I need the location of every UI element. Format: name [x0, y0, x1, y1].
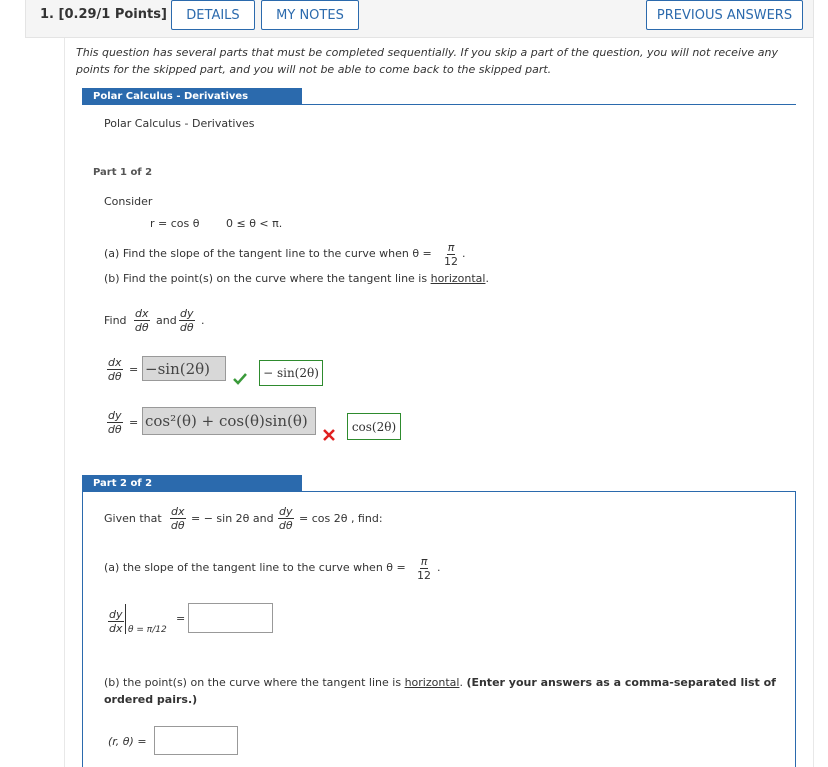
equals-sign: =: [129, 363, 139, 376]
dy-dtheta-fraction-given: $\frac{dy}{d\theta}$: [278, 505, 293, 532]
dy-dtheta-correct-answer: cos(2θ): [347, 413, 401, 440]
section-title-bar: Polar Calculus - Derivatives: [82, 88, 302, 105]
period: .: [201, 314, 205, 327]
question-title: 1. [0.29/1 Points]: [40, 7, 167, 22]
equals-sign: =: [176, 612, 186, 625]
intro-text: This question has several parts that must be completed sequentially. If you skip a part of the question, you will not receive any points for the skipped part, and you will not be able to come back to the skipped part.: [76, 46, 778, 76]
dx-dtheta-correct-answer: − sin(2θ): [259, 360, 323, 386]
dy-dtheta-label: $\frac{dy}{d\theta}$: [107, 409, 122, 436]
points-input[interactable]: [154, 726, 238, 755]
given-dx-rhs: = − sin 2θ and: [191, 512, 274, 525]
slope-input[interactable]: [188, 603, 273, 633]
section-subtitle: Polar Calculus - Derivatives: [104, 117, 255, 130]
dx-dtheta-fraction-given: $\frac{dx}{d\theta}$: [170, 505, 185, 532]
part1-question-b: (b) Find the point(s) on the curve where the tangent line is horizontal.: [104, 272, 489, 285]
part2-label: Part 2 of 2: [82, 475, 302, 492]
dx-dtheta-answer[interactable]: −sin(2θ): [142, 356, 226, 381]
part1-label: Part 1 of 2: [93, 167, 153, 178]
and-text: and: [156, 314, 177, 327]
checkmark-icon: [233, 373, 247, 388]
cross-icon: [323, 429, 335, 444]
period: .: [462, 247, 466, 260]
equals-sign: =: [129, 416, 139, 429]
r-theta-label: (r, θ) =: [108, 735, 147, 748]
pi-over-12-part2: $\frac{\pi}{12}$: [417, 555, 431, 582]
details-button[interactable]: DETAILS: [171, 0, 255, 30]
dx-dtheta-label: $\frac{dx}{d\theta}$: [107, 356, 122, 383]
evaluation-subscript: θ = π/12: [128, 625, 167, 635]
my-notes-button[interactable]: MY NOTES: [261, 0, 359, 30]
given-text: Given that: [104, 512, 162, 525]
dx-dtheta-fraction: $\frac{dx}{d\theta}$: [134, 307, 149, 334]
consider-text: Consider: [104, 195, 153, 208]
period: .: [437, 561, 441, 574]
curve-equation: r = cos θ: [150, 217, 200, 230]
dy-dtheta-answer[interactable]: cos²(θ) + cos(θ)sin(θ): [142, 407, 316, 435]
previous-answers-button[interactable]: PREVIOUS ANSWERS: [646, 0, 803, 30]
part2-question-b: (b) the point(s) on the curve where the tangent line is horizontal. (Enter your answers as a comma-separated list of ordered pairs.): [104, 676, 776, 706]
section-divider: [82, 104, 796, 105]
curve-domain: 0 ≤ θ < π.: [226, 217, 283, 230]
given-dy-rhs: = cos 2θ , find:: [299, 512, 383, 525]
part1-question-a: (a) Find the slope of the tangent line to the curve when θ =: [104, 247, 432, 260]
dy-dtheta-fraction: $\frac{dy}{d\theta}$: [179, 307, 194, 334]
find-text: Find: [104, 314, 127, 327]
part2-question-a: (a) the slope of the tangent line to the curve when θ =: [104, 561, 406, 574]
dy-dx-label: $\frac{dy}{dx}$: [109, 608, 123, 635]
evaluation-bar: [125, 604, 126, 634]
pi-over-12: $\frac{\pi}{12}$: [444, 241, 458, 268]
